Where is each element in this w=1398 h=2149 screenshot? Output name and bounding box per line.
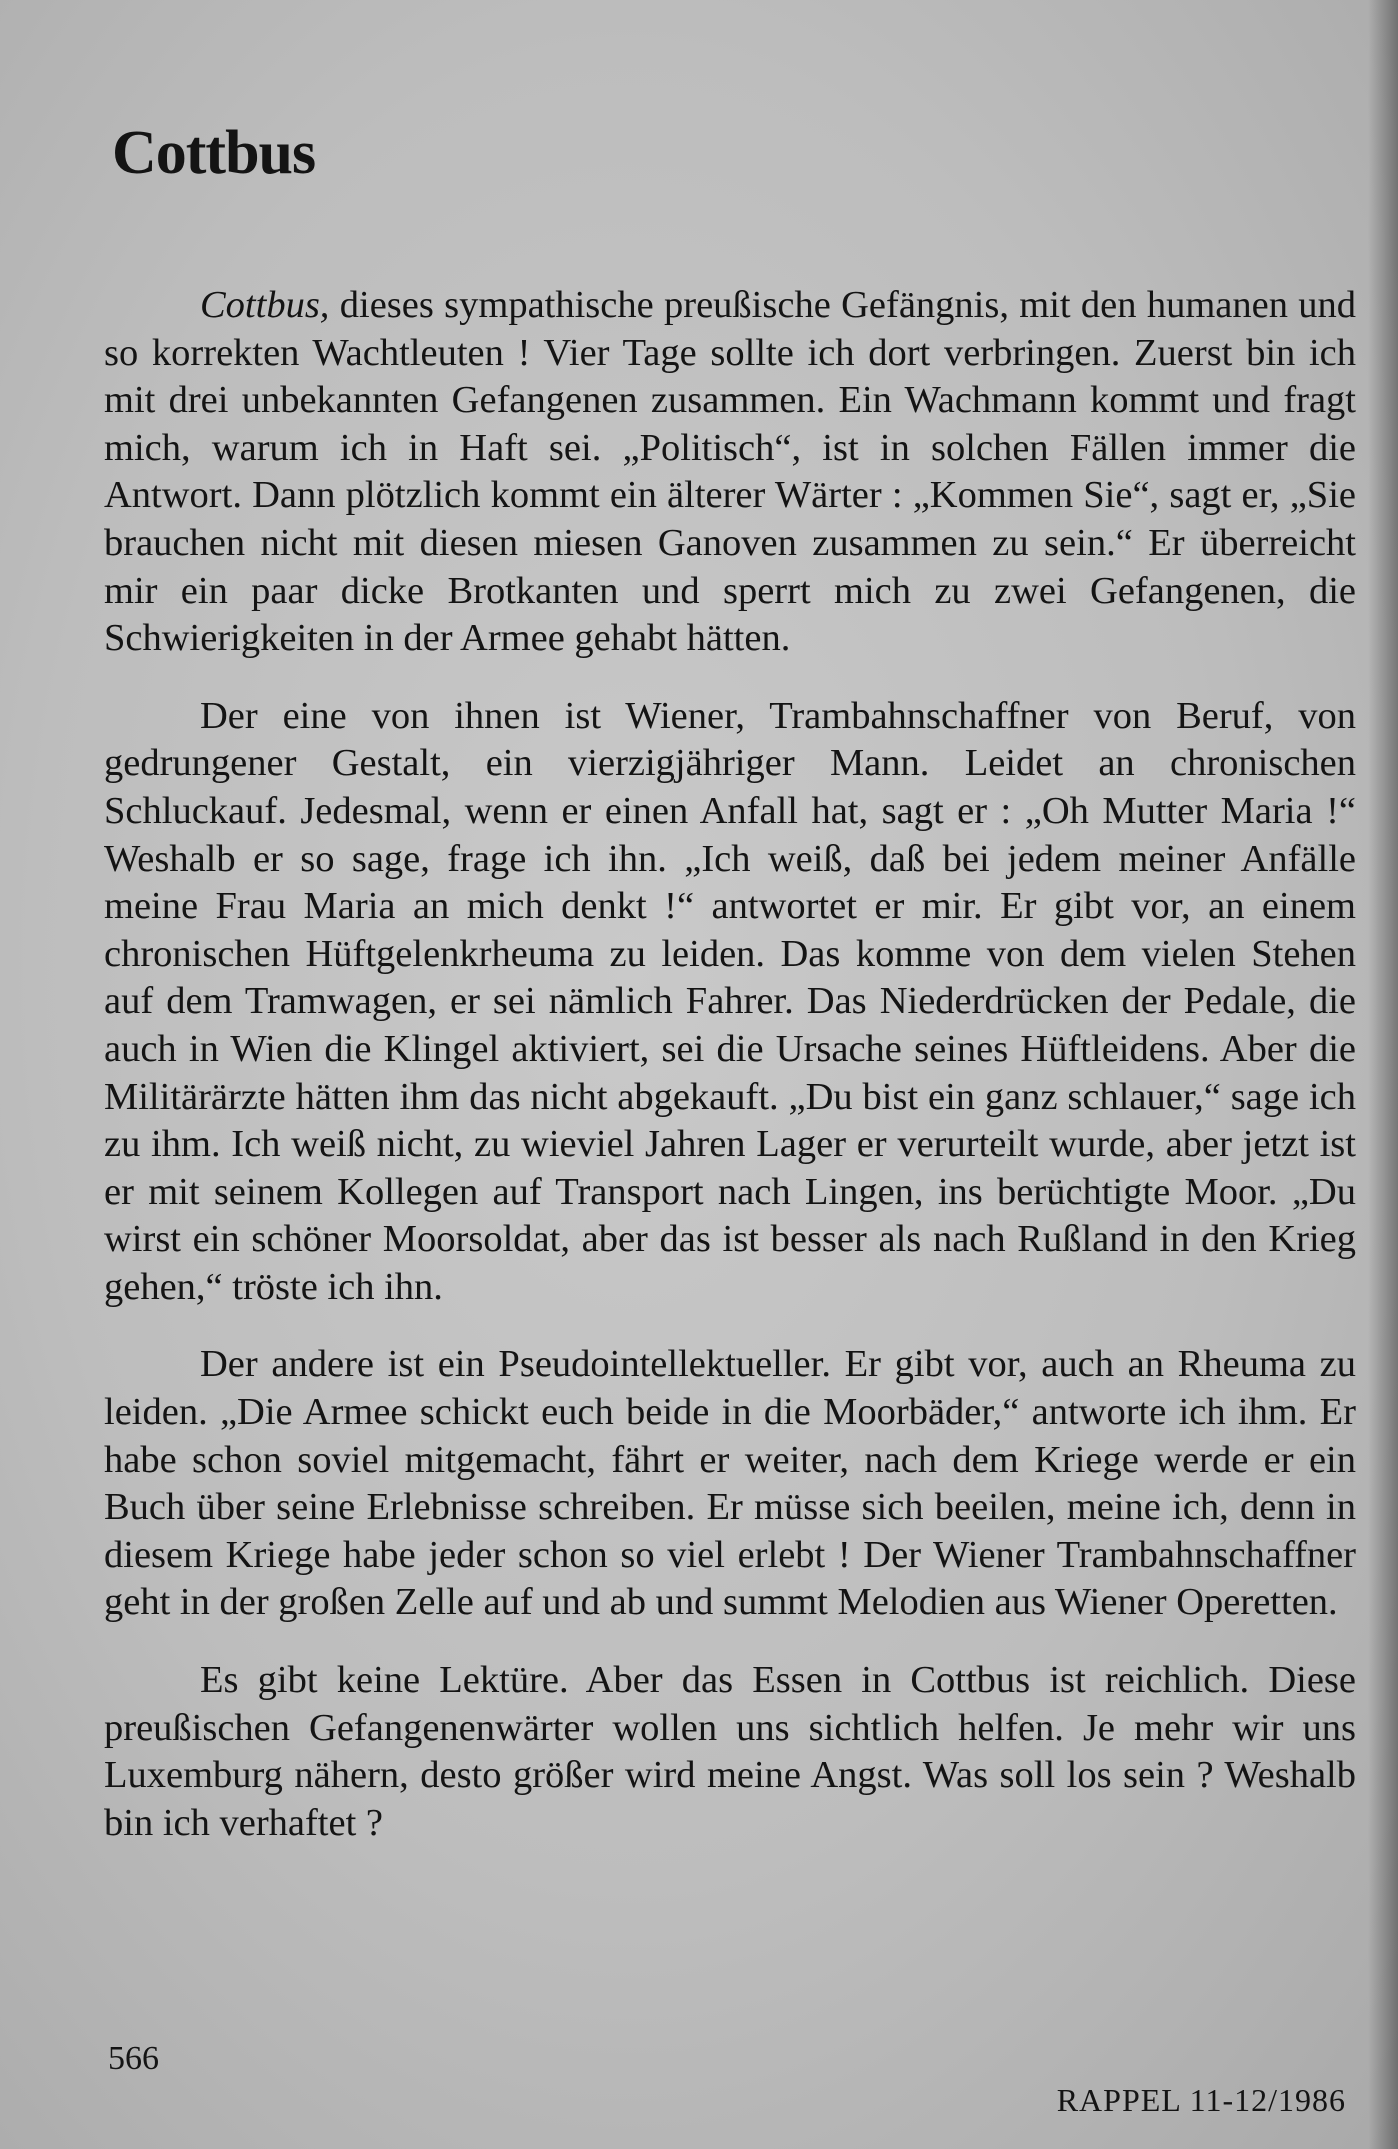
paragraph-4 xyxy=(104,1657,1356,1847)
paragraph-3 xyxy=(104,1341,1356,1627)
paragraph-text: Der eine von ihnen ist Wiener, Trambahnschaffner von Beruf, von gedrungener Gestalt, ein vierzigjähriger Mann. Leidet an chronischen Schluckauf. Jedesmal, wenn er einen Anfall hat, sagt er : „Oh Mutter Maria !“ Weshalb er so sage, frage ich ihn. „Ich weiß, daß bei jedem meiner Anfälle meine Frau Maria an mich denkt !“ antwortet er mir. Er gibt vor, an einem chronischen Hüftgelenkrheuma zu leiden. Das komme von dem vielen Stehen auf dem Tramwagen, er sei nämlich Fahrer. Das Niederdrücken der Pedale, die auch in Wien die Klingel aktiviert, sei die Ursache seines Hüftleidens. Aber die Militärärzte hätten ihm das nicht abgekauft. „Du bist ein ganz schlauer,“ sage ich zu ihm. Ich weiß nicht, zu wieviel Jahren Lager er verurteilt wurde, aber jetzt ist er mit seinem Kollegen auf Transport nach Lingen, ins berüchtigte Moor. „Du wirst ein schöner Moorsoldat, aber das ist besser als nach Rußland in den Krieg gehen,“ tröste ich ihn. xyxy=(104,694,1356,1308)
page-number: 566 xyxy=(108,2040,159,2077)
paragraph-text: dieses sympathische preußische Gefängnis, mit den humanen und so korrekten Wachtleuten ! Vier Tage sollte ich dort verbringen. Zuerst bin ich mit drei unbekannten Gefangenen zusammen. Ein Wachmann kommt und fragt mich, warum ich in Haft sei. „Politisch“, ist in solchen Fällen immer die Antwort. Dann plötzlich kommt ein älterer Wärter : „Kommen Sie“, sagt er, „Sie brauchen nicht mit diesen miesen Ganoven zusammen zu sein.“ Er überreicht mir ein paar dicke Brotkanten und sperrt mich zu zwei Gefangenen, die Schwierigkeiten in der Armee gehabt hätten. xyxy=(104,284,1356,660)
paragraph-text: Es gibt keine Lektüre. Aber das Essen in Cottbus ist reichlich. Diese preußischen Gefangenenwärter wollen uns sichtlich helfen. Je mehr wir uns Luxemburg nähern, desto größer wird meine Angst. Was soll los sein ? Weshalb bin ich verhaftet ? xyxy=(104,1659,1356,1844)
paragraph-text: Der andere ist ein Pseudointellektueller. Er gibt vor, auch an Rheuma zu leiden. „Die Armee schickt euch beide in die Moorbäder,“ antworte ich ihm. Er habe schon soviel mitgemacht, fährt er weiter, nach dem Kriege werde er ein Buch über seine Erlebnisse schreiben. Er müsse sich beeilen, meine ich, denn in diesem Kriege habe jeder schon so viel erlebt ! Der Wiener Trambahnschaffner geht in der großen Zelle auf und ab und summt Melodien aus Wiener Operetten. xyxy=(104,1343,1356,1624)
chapter-title: Cottbus xyxy=(112,119,316,187)
paragraph-2 xyxy=(104,693,1356,1312)
paragraph-lead-italic: Cottbus, xyxy=(200,284,330,326)
running-footer: RAPPEL 11-12/1986 xyxy=(1056,2082,1346,2118)
paragraph-1 xyxy=(104,282,1356,663)
body-text xyxy=(104,282,1356,1877)
page-edge-shadow xyxy=(1368,0,1398,2149)
